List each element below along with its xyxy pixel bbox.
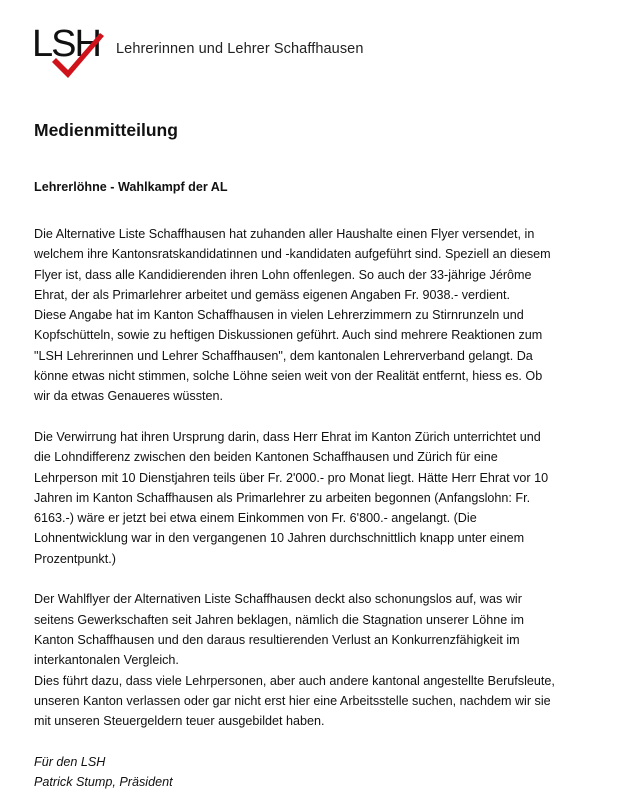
paragraph-1 [34, 224, 594, 407]
text-line: Prozentpunkt.) [34, 551, 116, 566]
text-line: Jahren im Kanton Schaffhausen als Primarlehrer zu arbeiten begonnen (Anfangslohn: Fr. [34, 490, 531, 505]
text-line: mit unseren Steuergeldern teuer ausgebildet haben. [34, 714, 325, 729]
signature-line-org: Für den LSH [34, 755, 106, 769]
text-line: 6163.-) wäre er jetzt bei etwa einem Einkommen von Fr. 6'800.- angelangt. (Die [34, 511, 477, 526]
text-line: interkantonalen Vergleich. [34, 653, 179, 668]
paragraph-3 [34, 589, 594, 731]
lsh-logo [30, 18, 108, 84]
text-line: unseren Kanton verlassen oder gar nicht erst hier eine Arbeitsstelle suchen, nachdem wir sie [34, 693, 551, 708]
document-subtitle: Lehrerlöhne - Wahlkampf der AL [34, 180, 228, 194]
text-line: "LSH Lehrerinnen und Lehrer Schaffhausen", dem kantonalen Lehrerverband gelangt. Da [34, 348, 533, 363]
signature-line-name: Patrick Stump, Präsident [34, 775, 173, 790]
text-line: könne etwas nicht stimmen, solche Löhne seien weit von der Realität entfernt, hiess es. Ob [34, 369, 543, 384]
text-line: Lohnentwicklung war in den vergangenen 10 Jahren durchschnittlich knapp unter einem [34, 531, 525, 546]
letterhead [30, 18, 610, 88]
text-line: welchem ihre Kantonsratskandidatinnen und -kandidaten aufgeführt sind. Speziell an diesem [34, 247, 551, 262]
paragraph-2 [34, 427, 594, 569]
document-title: Medienmitteilung [34, 120, 178, 140]
text-line: seitens Gewerkschaften seit Jahren beklagen, nämlich die Stagnation unserer Löhne im [34, 612, 525, 627]
lsh-logo-text: LSH [32, 23, 100, 65]
body-text [34, 224, 594, 752]
text-line: die Lohndifferenz zwischen den beiden Kantonen Schaffhausen und Zürich für eine [34, 450, 498, 465]
text-line: Die Verwirrung hat ihren Ursprung darin, dass Herr Ehrat im Kanton Zürich unterrichtet und [34, 429, 541, 444]
text-line: Der Wahlflyer der Alternativen Liste Schaffhausen deckt also schonungslos auf, was wir [34, 592, 522, 607]
organization-name: Lehrerinnen und Lehrer Schaffhausen [116, 41, 364, 57]
text-line: wir da etwas Genaueres wüssten. [34, 389, 223, 404]
text-line: Flyer ist, dass alle Kandidierenden ihren Lohn offenlegen. So auch der 33-jährige Jérôme [34, 267, 532, 282]
text-line: Dies führt dazu, dass viele Lehrpersonen, aber auch andere kantonal angestellte Berufsleute, [34, 673, 555, 688]
text-line: Diese Angabe hat im Kanton Schaffhausen in vielen Lehrerzimmern zu Stirnrunzeln und [34, 308, 524, 323]
text-line: Lehrperson mit 10 Dienstjahren teils über Fr. 2'000.- pro Monat liegt. Hätte Herr Ehrat vor 10 [34, 470, 549, 485]
text-line: Die Alternative Liste Schaffhausen hat zuhanden aller Haushalte einen Flyer versendet, in [34, 227, 535, 241]
text-line: Ehrat, der als Primarlehrer arbeitet und gemäss eigenen Angaben Fr. 9038.- verdient. [34, 287, 511, 302]
text-line: Kopfschütteln, sowie zu heftigen Diskussionen geführt. Auch sind mehrere Reaktionen zum [34, 328, 543, 343]
text-line: Kanton Schaffhausen und den daraus resultierenden Verlust an Konkurrenzfähigkeit im [34, 632, 520, 647]
signature-block [34, 752, 173, 793]
